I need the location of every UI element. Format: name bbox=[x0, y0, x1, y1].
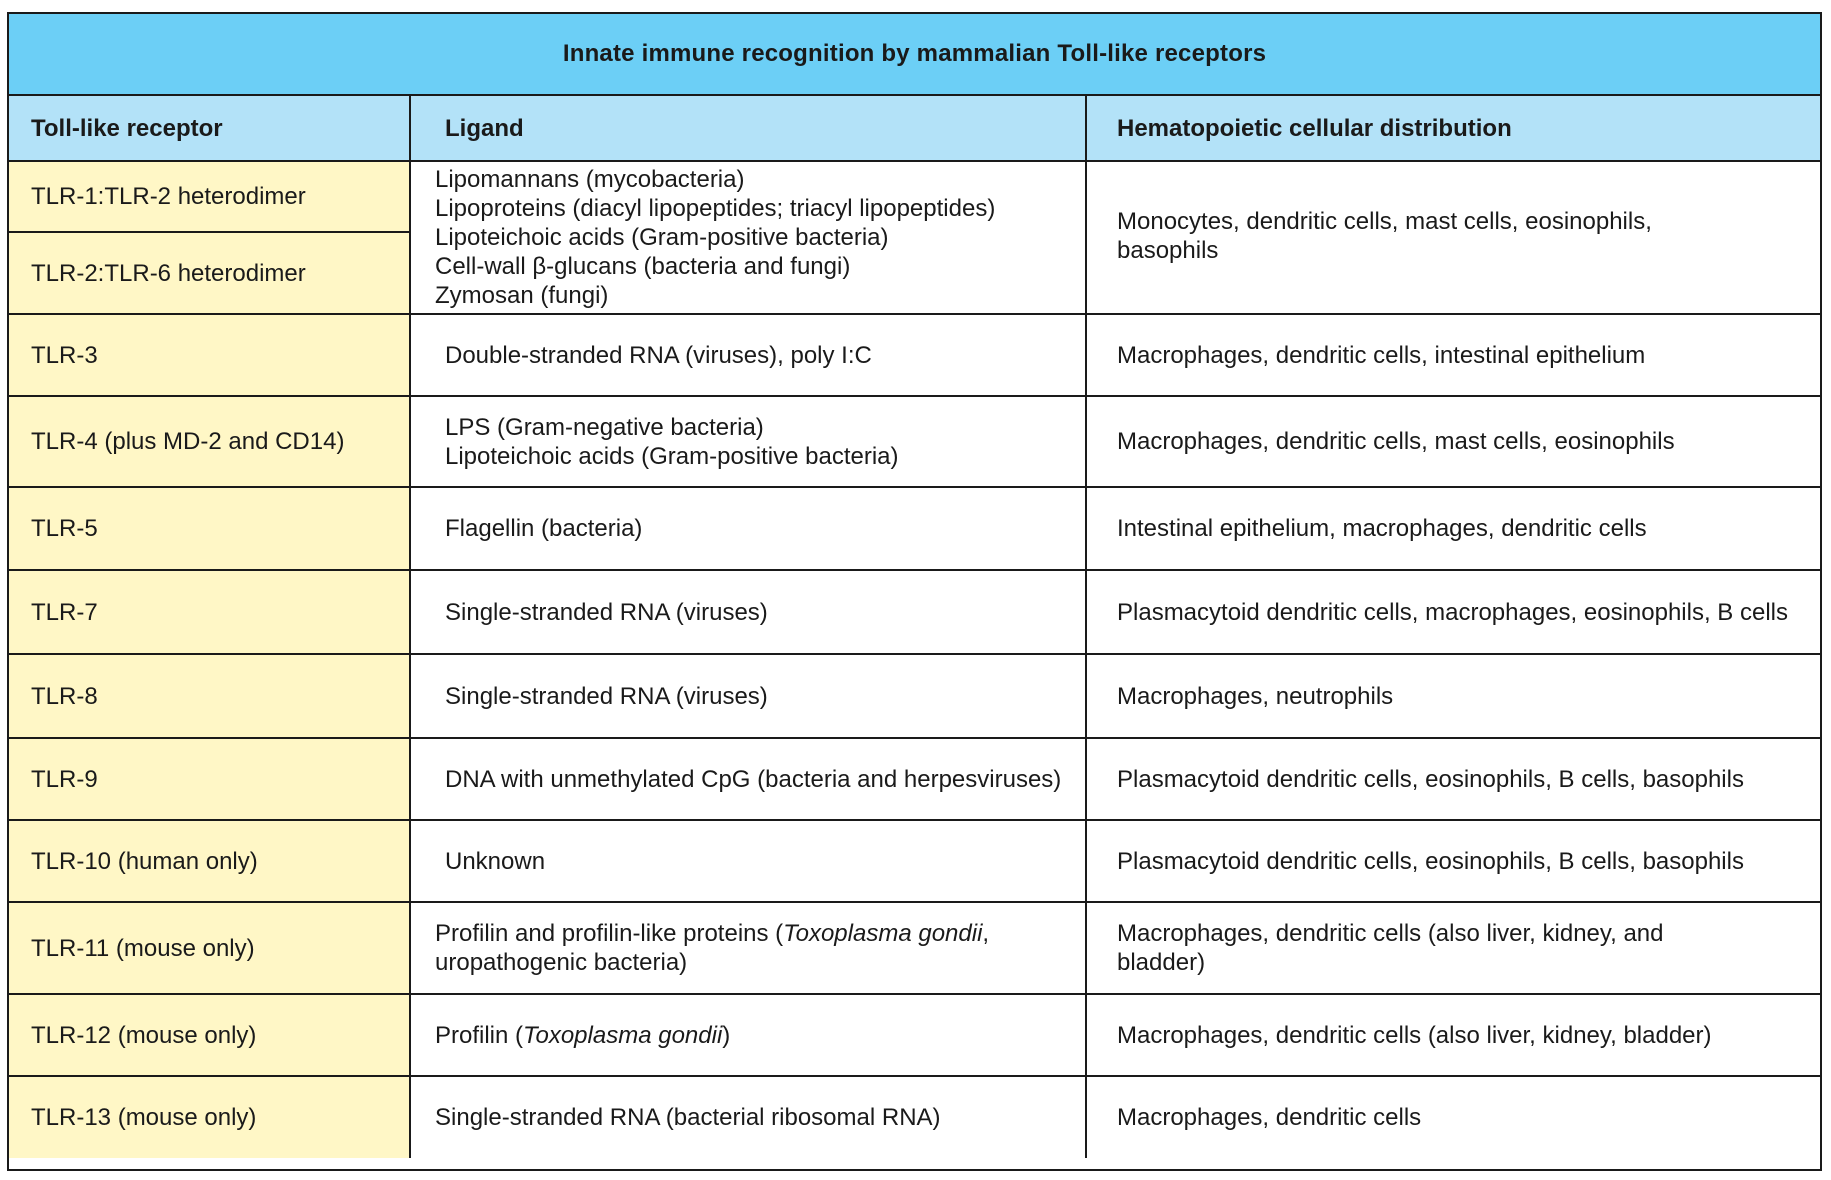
receptor-cell: TLR-11 (mouse only) bbox=[9, 902, 410, 994]
ligand-line: LPS (Gram-negative bacteria) bbox=[445, 413, 764, 441]
header-row bbox=[9, 96, 1820, 161]
distribution-cell: Macrophages, dendritic cells, intestinal epithelium bbox=[1086, 314, 1820, 396]
receptor-cell: TLR-5 bbox=[9, 487, 410, 570]
header-distribution: Hematopoietic cellular distribution bbox=[1086, 96, 1820, 161]
receptor-cell: TLR-4 (plus MD-2 and CD14) bbox=[9, 396, 410, 487]
ligand-line: Lipoproteins (diacyl lipopeptides; triacyl lipopeptides) bbox=[435, 195, 996, 222]
ligand-cell: DNA with unmethylated CpG (bacteria and herpesviruses) bbox=[410, 738, 1086, 820]
ligand-cell bbox=[410, 396, 1086, 487]
ligand-text: Profilin ( bbox=[435, 1021, 524, 1049]
ligand-cell: Single-stranded RNA (bacterial ribosomal RNA) bbox=[410, 1076, 1086, 1158]
table-row bbox=[9, 396, 1820, 487]
distribution-cell: Macrophages, dendritic cells, mast cells, eosinophils bbox=[1086, 396, 1820, 487]
ligand-cell: Single-stranded RNA (viruses) bbox=[410, 570, 1086, 654]
table-row bbox=[9, 738, 1820, 820]
ligand-line: uropathogenic bacteria) bbox=[435, 949, 688, 976]
table-row bbox=[9, 1076, 1820, 1158]
receptor-cell: TLR-10 (human only) bbox=[9, 820, 410, 902]
tlr-table-frame bbox=[7, 12, 1822, 1171]
ligand-line: Zymosan (fungi) bbox=[435, 282, 609, 309]
distribution-cell: Macrophages, dendritic cells (also liver, kidney, bladder) bbox=[1086, 994, 1820, 1076]
ligand-line bbox=[435, 919, 1077, 948]
table-row bbox=[9, 487, 1820, 570]
ligand-cell bbox=[410, 994, 1086, 1076]
ligand-line: Cell-wall β-glucans (bacteria and fungi) bbox=[435, 253, 851, 280]
table-row bbox=[9, 994, 1820, 1076]
ligand-cell: Single-stranded RNA (viruses) bbox=[410, 654, 1086, 738]
ligand-text: ) bbox=[722, 1021, 731, 1049]
ligand-cell: Unknown bbox=[410, 820, 1086, 902]
ligand-cell: Double-stranded RNA (viruses), poly I:C bbox=[410, 314, 1086, 396]
receptor-cell: TLR-12 (mouse only) bbox=[9, 994, 410, 1076]
table-row bbox=[9, 902, 1820, 994]
ligand-text: Profilin and profilin-like proteins ( bbox=[435, 920, 784, 947]
receptor-cell: TLR-1:TLR-2 heterodimer bbox=[9, 161, 410, 232]
receptor-cell: TLR-7 bbox=[9, 570, 410, 654]
distribution-cell: Intestinal epithelium, macrophages, dendritic cells bbox=[1086, 487, 1820, 570]
table-row bbox=[9, 820, 1820, 902]
header-ligand: Ligand bbox=[410, 96, 1086, 161]
distribution-cell: Macrophages, dendritic cells (also liver, kidney, and bladder) bbox=[1086, 902, 1820, 994]
ligand-line: Lipoteichoic acids (Gram-positive bacteria) bbox=[435, 224, 889, 251]
receptor-cell: TLR-13 (mouse only) bbox=[9, 1076, 410, 1158]
table-title: Innate immune recognition by mammalian Toll-like receptors bbox=[9, 14, 1820, 96]
ligand-line: Lipoteichoic acids (Gram-positive bacteria) bbox=[445, 442, 899, 470]
ligand-cell bbox=[410, 902, 1086, 994]
ligand-species-italic: Toxoplasma gondii bbox=[783, 920, 983, 947]
receptor-cell: TLR-9 bbox=[9, 738, 410, 820]
table-row bbox=[9, 654, 1820, 738]
distribution-cell: Plasmacytoid dendritic cells, macrophages, eosinophils, B cells bbox=[1086, 570, 1820, 654]
ligand-species-italic: Toxoplasma gondii bbox=[523, 1021, 723, 1049]
ligand-line: Lipomannans (mycobacteria) bbox=[435, 166, 745, 193]
distribution-cell: Plasmacytoid dendritic cells, eosinophils, B cells, basophils bbox=[1086, 738, 1820, 820]
tlr-table bbox=[9, 96, 1820, 1158]
distribution-cell: Macrophages, neutrophils bbox=[1086, 654, 1820, 738]
table-row bbox=[9, 161, 1820, 232]
table-row bbox=[9, 570, 1820, 654]
receptor-cell: TLR-2:TLR-6 heterodimer bbox=[9, 232, 410, 314]
receptor-cell: TLR-8 bbox=[9, 654, 410, 738]
distribution-cell: Macrophages, dendritic cells bbox=[1086, 1076, 1820, 1158]
ligand-cell: Flagellin (bacteria) bbox=[410, 487, 1086, 570]
table-row bbox=[9, 314, 1820, 396]
distribution-cell: Monocytes, dendritic cells, mast cells, eosinophils, basophils bbox=[1086, 161, 1820, 314]
ligand-text: , bbox=[982, 920, 990, 947]
receptor-cell: TLR-3 bbox=[9, 314, 410, 396]
ligand-cell bbox=[410, 161, 1086, 314]
distribution-cell: Plasmacytoid dendritic cells, eosinophils, B cells, basophils bbox=[1086, 820, 1820, 902]
header-receptor: Toll-like receptor bbox=[9, 96, 410, 161]
